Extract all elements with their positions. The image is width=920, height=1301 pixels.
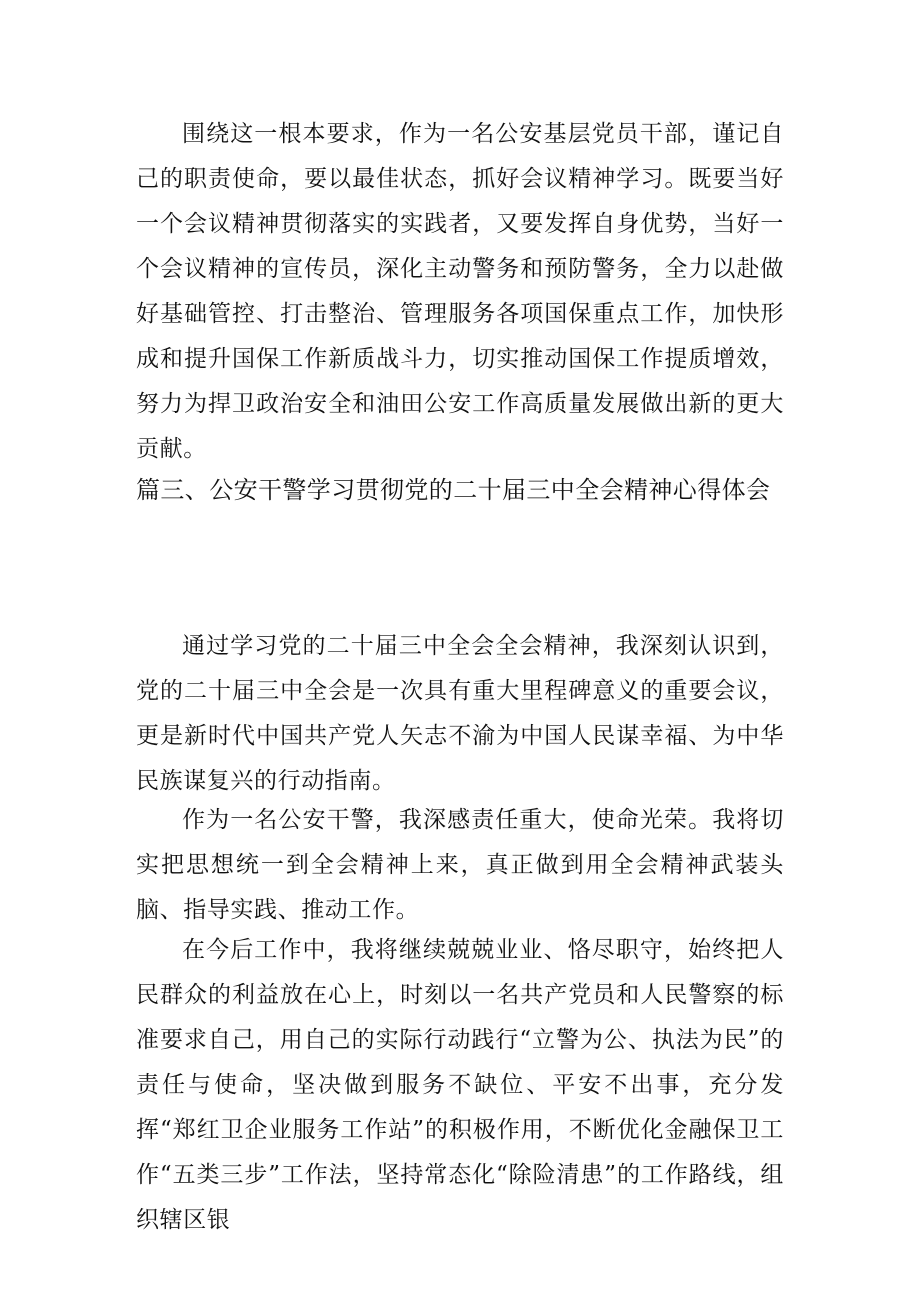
body-paragraph: 通过学习党的二十届三中全会全会精神，我深刻认识到，党的二十届三中全会是一次具有重大里程碑意义的重要会议，更是新时代中国共产党人矢志不渝为中国人民谋幸福、为中华民族谋复兴的行动指南。 bbox=[136, 633, 784, 794]
body-paragraph: 在今后工作中，我将继续兢兢业业、恪尽职守，始终把人民群众的利益放在心上，时刻以一名共产党员和人民警察的标准要求自己，用自己的实际行动践行“立警为公、执法为民”的责任与使命，坚决做到服务不缺位、平安不出事，充分发挥“郑红卫企业服务工作站”的积极作用，不断优化金融保卫工作“五类三步”工作法，坚持常态化“除险清患”的工作路线，组织辖区银 bbox=[136, 937, 784, 1233]
body-paragraph: 围绕这一根本要求，作为一名公安基层党员干部，谨记自己的职责使命，要以最佳状态，抓好会议精神学习。既要当好一个会议精神贯彻落实的实践者，又要发挥自身优势，当好一个会议精神的宣传员，深化主动警务和预防警务，全力以赴做好基础管控、打击整治、管理服务各项国保重点工作，加快形成和提升国保工作新质战斗力，切实推动国保工作提质增效，努力为捍卫政治安全和油田公安工作高质量发展做出新的更大贡献。 bbox=[136, 121, 784, 462]
section-heading: 篇三、公安干警学习贯彻党的二十届三中全会精神心得体会 bbox=[136, 476, 771, 504]
body-paragraph: 作为一名公安干警，我深感责任重大，使命光荣。我将切实把思想统一到全会精神上来，真正做到用全会精神武装头脑、指导实践、推动工作。 bbox=[136, 807, 784, 923]
